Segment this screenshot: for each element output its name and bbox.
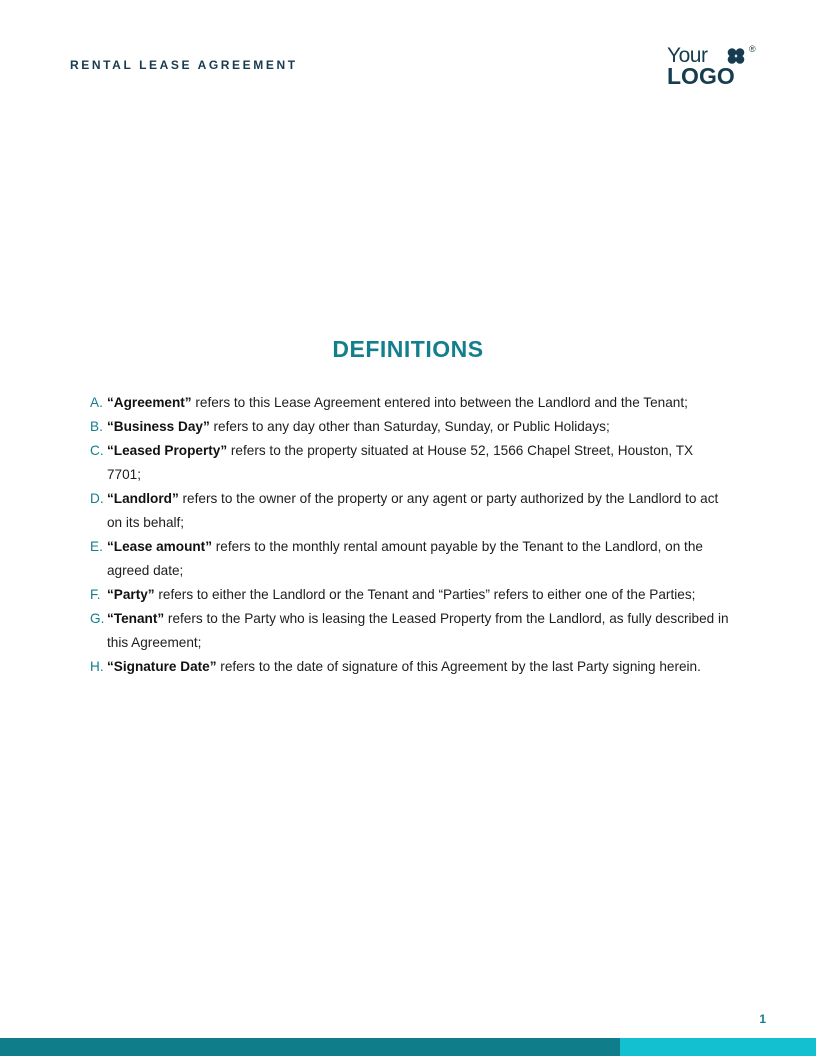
registered-mark: ® xyxy=(749,44,756,54)
document-header-title: RENTAL LEASE AGREEMENT xyxy=(70,58,298,72)
logo-text-logo: LOGO xyxy=(667,63,735,89)
item-term: “Party” xyxy=(107,587,155,602)
item-text: refers to any day other than Saturday, Sunday, or Public Holidays; xyxy=(209,419,610,434)
item-letter: C. xyxy=(90,443,104,458)
footer-bar-dark xyxy=(0,1038,620,1056)
logo-text-your: Your xyxy=(667,44,708,67)
item-letter: F. xyxy=(90,587,101,602)
definition-item xyxy=(90,391,730,415)
definition-item xyxy=(90,607,730,655)
item-text: refers to either the Landlord or the Tenant and “Parties” refers to either one of the Parties; xyxy=(154,587,696,602)
item-letter: B. xyxy=(90,419,103,434)
item-text: refers to the monthly rental amount payable by the Tenant to the Landlord, on the agreed date; xyxy=(107,539,703,578)
page-number: 1 xyxy=(759,1012,766,1026)
item-letter: D. xyxy=(90,491,104,506)
definition-item xyxy=(90,415,730,439)
item-letter: A. xyxy=(90,395,103,410)
item-term: “Agreement” xyxy=(107,395,192,410)
definition-item xyxy=(90,655,730,679)
definition-item xyxy=(90,535,730,583)
definition-item xyxy=(90,487,730,535)
definitions-list xyxy=(90,391,730,679)
item-text: refers to this Lease Agreement entered into between the Landlord and the Tenant; xyxy=(191,395,688,410)
item-term: “Business Day” xyxy=(107,419,210,434)
item-text: refers to the owner of the property or any agent or party authorized by the Landlord to act on its behalf; xyxy=(107,491,719,530)
item-text: refers to the property situated at House 52, 1566 Chapel Street, Houston, TX 7701; xyxy=(107,443,694,482)
logo-flower-icon xyxy=(727,48,745,64)
footer-bar-light xyxy=(620,1038,816,1056)
section-heading: DEFINITIONS xyxy=(332,336,484,362)
item-letter: E. xyxy=(90,539,103,554)
item-term: “Lease amount” xyxy=(107,539,212,554)
item-text: refers to the date of signature of this Agreement by the last Party signing herein. xyxy=(216,659,701,674)
item-term: “Landlord” xyxy=(107,491,179,506)
item-term: “Signature Date” xyxy=(107,659,217,674)
definition-item xyxy=(90,439,730,487)
item-letter: H. xyxy=(90,659,104,674)
item-term: “Leased Property” xyxy=(107,443,228,458)
company-logo xyxy=(667,44,762,88)
item-letter: G. xyxy=(90,611,105,626)
item-text: refers to the Party who is leasing the Leased Property from the Landlord, as fully described in this Agreement; xyxy=(107,611,729,650)
item-term: “Tenant” xyxy=(107,611,165,626)
definition-item xyxy=(90,583,730,607)
